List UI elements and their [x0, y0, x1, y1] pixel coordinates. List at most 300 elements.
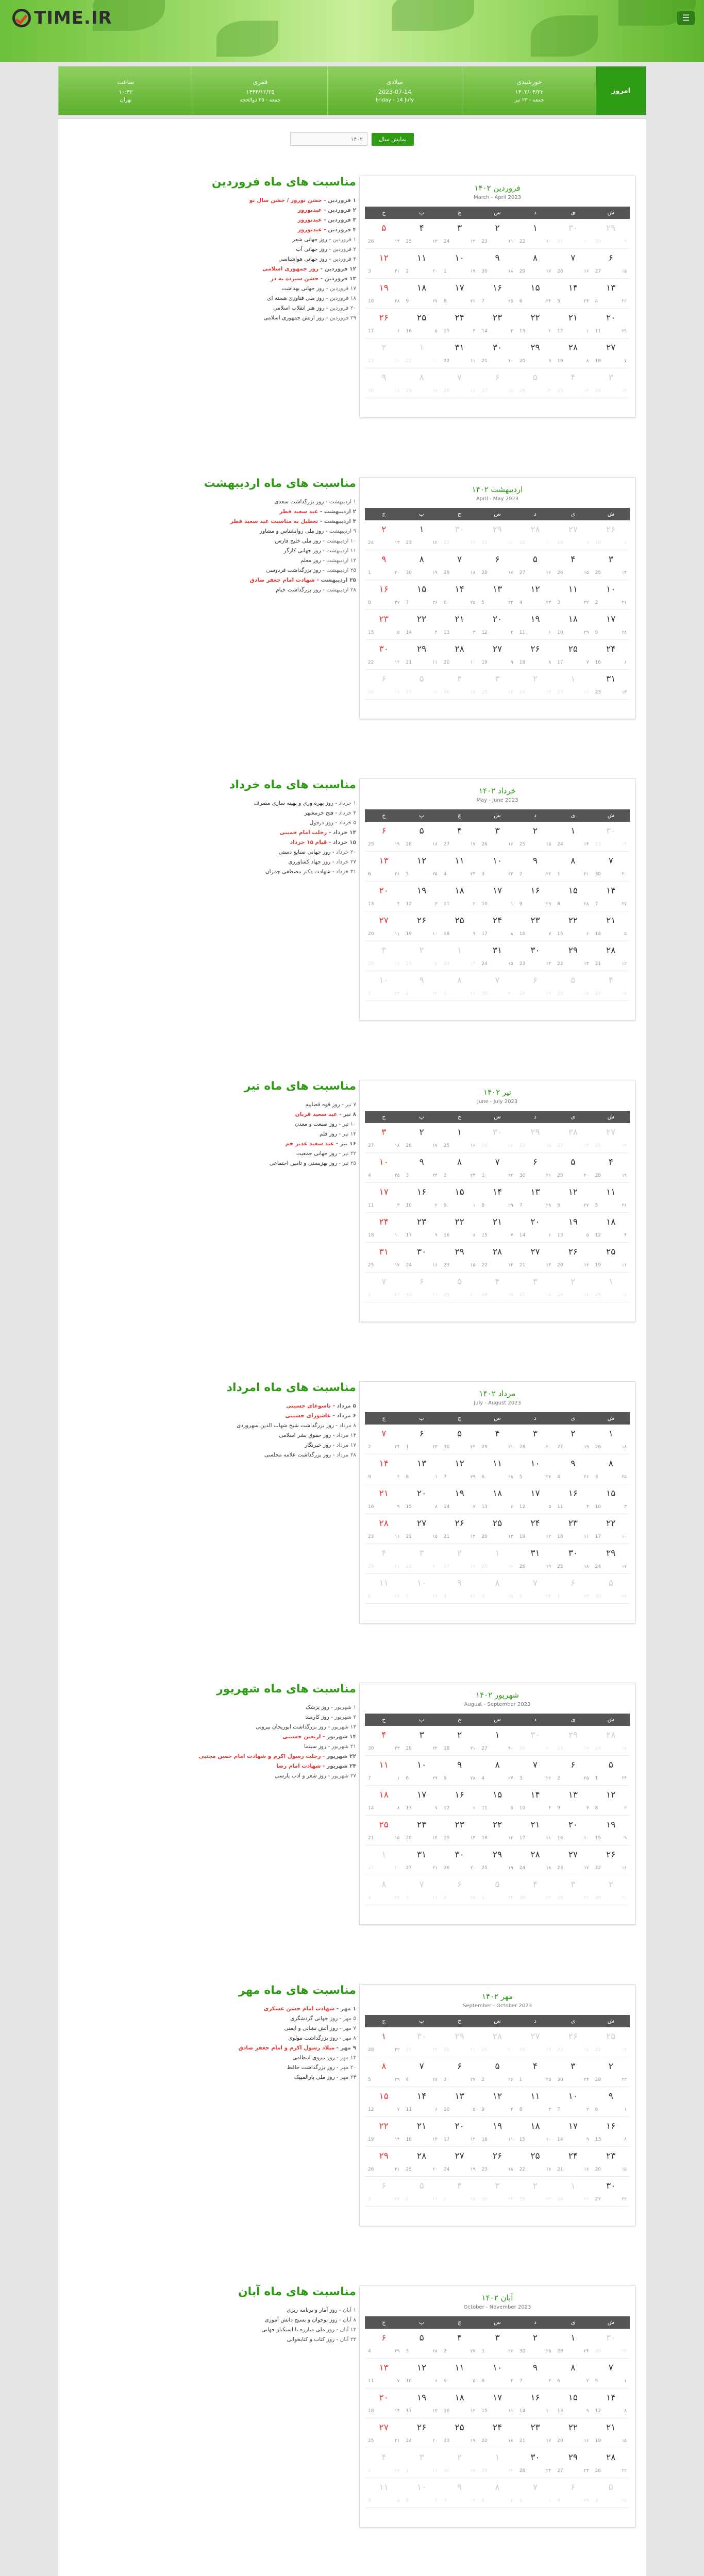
- calendar-day[interactable]: [365, 368, 403, 398]
- calendar-day[interactable]: [441, 2329, 478, 2358]
- calendar-day[interactable]: [365, 852, 403, 881]
- calendar-day[interactable]: [403, 368, 440, 398]
- calendar-day[interactable]: [592, 520, 630, 550]
- calendar-day[interactable]: [478, 1544, 516, 1573]
- calendar-day[interactable]: [365, 2478, 403, 2507]
- calendar-day[interactable]: [592, 1153, 630, 1182]
- calendar-day[interactable]: [592, 911, 630, 941]
- calendar-day[interactable]: [478, 640, 516, 669]
- calendar-day[interactable]: [441, 941, 478, 971]
- calendar-day[interactable]: [592, 550, 630, 580]
- calendar-day[interactable]: [403, 580, 440, 609]
- calendar-day[interactable]: [365, 2418, 403, 2448]
- calendar-day[interactable]: [365, 2027, 403, 2057]
- calendar-day[interactable]: [516, 1183, 554, 1212]
- calendar-day[interactable]: [478, 1756, 516, 1785]
- calendar-day[interactable]: [441, 249, 478, 278]
- calendar-day[interactable]: [554, 249, 592, 278]
- calendar-day[interactable]: [403, 249, 440, 278]
- calendar-day[interactable]: [441, 1574, 478, 1603]
- calendar-day[interactable]: [516, 2388, 554, 2418]
- calendar-day[interactable]: [478, 1243, 516, 1272]
- calendar-day[interactable]: [592, 941, 630, 971]
- calendar-day[interactable]: [554, 1153, 592, 1182]
- calendar-day[interactable]: [365, 640, 403, 669]
- calendar-day[interactable]: [592, 1243, 630, 1272]
- calendar-day[interactable]: [516, 2359, 554, 2388]
- calendar-day[interactable]: [592, 2359, 630, 2388]
- calendar-day[interactable]: [365, 279, 403, 308]
- calendar-day[interactable]: [554, 882, 592, 911]
- calendar-day[interactable]: [478, 520, 516, 550]
- calendar-day[interactable]: [554, 1875, 592, 1905]
- calendar-day[interactable]: [478, 1816, 516, 1845]
- calendar-day[interactable]: [403, 852, 440, 881]
- calendar-day[interactable]: [403, 610, 440, 639]
- calendar-day[interactable]: [592, 368, 630, 398]
- calendar-day[interactable]: [554, 1484, 592, 1514]
- calendar-month-title[interactable]: اردیبهشت ۱۴۰۲: [472, 485, 523, 494]
- calendar-day[interactable]: [478, 550, 516, 580]
- calendar-day[interactable]: [478, 1153, 516, 1182]
- calendar-day[interactable]: [478, 670, 516, 699]
- calendar-day[interactable]: [478, 2388, 516, 2418]
- calendar-day[interactable]: [554, 610, 592, 639]
- calendar-day[interactable]: [554, 2057, 592, 2087]
- calendar-day[interactable]: [592, 1574, 630, 1603]
- calendar-day[interactable]: [554, 1123, 592, 1153]
- calendar-day[interactable]: [554, 941, 592, 971]
- calendar-day[interactable]: [403, 911, 440, 941]
- calendar-day[interactable]: [592, 1273, 630, 1302]
- calendar-day[interactable]: [403, 640, 440, 669]
- calendar-day[interactable]: [554, 368, 592, 398]
- calendar-day[interactable]: [365, 1273, 403, 1302]
- calendar-day[interactable]: [403, 882, 440, 911]
- calendar-day[interactable]: [441, 2057, 478, 2087]
- calendar-day[interactable]: [516, 580, 554, 609]
- calendar-day[interactable]: [403, 2147, 440, 2176]
- calendar-day[interactable]: [516, 2448, 554, 2478]
- calendar-day[interactable]: [516, 882, 554, 911]
- calendar-day[interactable]: [516, 2057, 554, 2087]
- calendar-day[interactable]: [592, 1454, 630, 1484]
- calendar-day[interactable]: [554, 971, 592, 1001]
- calendar-day[interactable]: [516, 640, 554, 669]
- calendar-day[interactable]: [554, 1273, 592, 1302]
- calendar-day[interactable]: [403, 1786, 440, 1815]
- year-input[interactable]: [290, 132, 367, 146]
- calendar-day[interactable]: [441, 309, 478, 338]
- calendar-day[interactable]: [441, 1484, 478, 1514]
- calendar-day[interactable]: [403, 309, 440, 338]
- calendar-day[interactable]: [365, 882, 403, 911]
- calendar-day[interactable]: [592, 1756, 630, 1785]
- calendar-day[interactable]: [592, 219, 630, 248]
- calendar-day[interactable]: [592, 2027, 630, 2057]
- calendar-day[interactable]: [554, 2478, 592, 2507]
- calendar-day[interactable]: [516, 1123, 554, 1153]
- calendar-day[interactable]: [478, 219, 516, 248]
- calendar-day[interactable]: [441, 610, 478, 639]
- calendar-day[interactable]: [554, 2359, 592, 2388]
- calendar-day[interactable]: [592, 309, 630, 338]
- calendar-month-title[interactable]: فروردین ۱۴۰۲: [474, 183, 521, 193]
- calendar-day[interactable]: [478, 1273, 516, 1302]
- calendar-day[interactable]: [365, 1123, 403, 1153]
- calendar-day[interactable]: [365, 249, 403, 278]
- calendar-day[interactable]: [403, 1756, 440, 1785]
- calendar-day[interactable]: [554, 1726, 592, 1755]
- calendar-day[interactable]: [441, 1875, 478, 1905]
- calendar-day[interactable]: [441, 2087, 478, 2116]
- calendar-day[interactable]: [403, 2388, 440, 2418]
- calendar-day[interactable]: [478, 822, 516, 851]
- calendar-day[interactable]: [403, 2087, 440, 2116]
- calendar-day[interactable]: [554, 1786, 592, 1815]
- calendar-day[interactable]: [516, 852, 554, 881]
- calendar-day[interactable]: [554, 1425, 592, 1454]
- menu-button[interactable]: ☰: [677, 11, 695, 25]
- calendar-day[interactable]: [365, 670, 403, 699]
- calendar-day[interactable]: [403, 1273, 440, 1302]
- calendar-day[interactable]: [478, 882, 516, 911]
- calendar-day[interactable]: [478, 2027, 516, 2057]
- calendar-day[interactable]: [554, 520, 592, 550]
- calendar-day[interactable]: [365, 2177, 403, 2206]
- calendar-day[interactable]: [441, 338, 478, 368]
- calendar-day[interactable]: [516, 1273, 554, 1302]
- calendar-day[interactable]: [554, 279, 592, 308]
- calendar-day[interactable]: [365, 2147, 403, 2176]
- calendar-day[interactable]: [592, 2448, 630, 2478]
- calendar-day[interactable]: [365, 2359, 403, 2388]
- calendar-day[interactable]: [516, 2117, 554, 2146]
- calendar-day[interactable]: [478, 2087, 516, 2116]
- calendar-day[interactable]: [592, 2418, 630, 2448]
- calendar-day[interactable]: [403, 1544, 440, 1573]
- calendar-day[interactable]: [403, 219, 440, 248]
- calendar-day[interactable]: [441, 368, 478, 398]
- calendar-day[interactable]: [403, 1213, 440, 1242]
- calendar-day[interactable]: [516, 2478, 554, 2507]
- calendar-day[interactable]: [365, 1514, 403, 1544]
- calendar-day[interactable]: [516, 1514, 554, 1544]
- calendar-day[interactable]: [554, 2418, 592, 2448]
- calendar-day[interactable]: [516, 309, 554, 338]
- calendar-day[interactable]: [365, 1786, 403, 1815]
- calendar-day[interactable]: [516, 1544, 554, 1573]
- calendar-month-title[interactable]: مرداد ۱۴۰۲: [479, 1389, 516, 1398]
- calendar-day[interactable]: [441, 1183, 478, 1212]
- calendar-day[interactable]: [403, 2418, 440, 2448]
- calendar-day[interactable]: [365, 1183, 403, 1212]
- calendar-day[interactable]: [478, 2117, 516, 2146]
- calendar-day[interactable]: [441, 670, 478, 699]
- calendar-day[interactable]: [365, 1875, 403, 1905]
- calendar-day[interactable]: [516, 2329, 554, 2358]
- calendar-day[interactable]: [365, 309, 403, 338]
- calendar-day[interactable]: [516, 279, 554, 308]
- calendar-day[interactable]: [365, 1816, 403, 1845]
- calendar-day[interactable]: [592, 1484, 630, 1514]
- calendar-day[interactable]: [554, 852, 592, 881]
- calendar-day[interactable]: [441, 2388, 478, 2418]
- calendar-day[interactable]: [554, 1213, 592, 1242]
- calendar-day[interactable]: [403, 338, 440, 368]
- calendar-day[interactable]: [403, 1514, 440, 1544]
- calendar-day[interactable]: [478, 610, 516, 639]
- calendar-day[interactable]: [516, 520, 554, 550]
- calendar-day[interactable]: [592, 1544, 630, 1573]
- calendar-day[interactable]: [403, 1484, 440, 1514]
- calendar-day[interactable]: [365, 822, 403, 851]
- calendar-day[interactable]: [365, 338, 403, 368]
- calendar-day[interactable]: [441, 1243, 478, 1272]
- calendar-day[interactable]: [516, 249, 554, 278]
- calendar-day[interactable]: [403, 520, 440, 550]
- calendar-day[interactable]: [478, 368, 516, 398]
- calendar-day[interactable]: [365, 1756, 403, 1785]
- calendar-day[interactable]: [516, 2418, 554, 2448]
- calendar-day[interactable]: [592, 2147, 630, 2176]
- calendar-day[interactable]: [478, 1183, 516, 1212]
- calendar-day[interactable]: [592, 2329, 630, 2358]
- calendar-day[interactable]: [365, 1544, 403, 1573]
- calendar-day[interactable]: [592, 2087, 630, 2116]
- calendar-day[interactable]: [592, 1816, 630, 1845]
- calendar-day[interactable]: [554, 1183, 592, 1212]
- calendar-day[interactable]: [592, 1425, 630, 1454]
- calendar-day[interactable]: [403, 822, 440, 851]
- calendar-day[interactable]: [365, 2117, 403, 2146]
- calendar-day[interactable]: [478, 279, 516, 308]
- site-logo[interactable]: [12, 7, 112, 29]
- calendar-day[interactable]: [365, 1243, 403, 1272]
- calendar-day[interactable]: [592, 279, 630, 308]
- calendar-day[interactable]: [592, 971, 630, 1001]
- calendar-day[interactable]: [516, 1726, 554, 1755]
- calendar-day[interactable]: [441, 2359, 478, 2388]
- calendar-day[interactable]: [403, 1153, 440, 1182]
- calendar-day[interactable]: [365, 1153, 403, 1182]
- calendar-day[interactable]: [441, 279, 478, 308]
- calendar-day[interactable]: [441, 1213, 478, 1242]
- calendar-day[interactable]: [516, 1425, 554, 1454]
- calendar-day[interactable]: [403, 2027, 440, 2057]
- calendar-month-title[interactable]: آبان ۱۴۰۲: [481, 2293, 513, 2302]
- calendar-day[interactable]: [478, 1875, 516, 1905]
- calendar-day[interactable]: [403, 1574, 440, 1603]
- calendar-day[interactable]: [403, 2117, 440, 2146]
- calendar-day[interactable]: [403, 2057, 440, 2087]
- calendar-day[interactable]: [516, 670, 554, 699]
- calendar-day[interactable]: [592, 1183, 630, 1212]
- calendar-day[interactable]: [554, 1816, 592, 1845]
- calendar-day[interactable]: [592, 580, 630, 609]
- calendar-day[interactable]: [365, 550, 403, 580]
- calendar-day[interactable]: [403, 1845, 440, 1875]
- calendar-day[interactable]: [365, 2087, 403, 2116]
- calendar-day[interactable]: [403, 550, 440, 580]
- calendar-day[interactable]: [478, 1213, 516, 1242]
- calendar-day[interactable]: [516, 1454, 554, 1484]
- calendar-day[interactable]: [592, 1726, 630, 1755]
- calendar-day[interactable]: [478, 852, 516, 881]
- calendar-day[interactable]: [403, 1123, 440, 1153]
- calendar-day[interactable]: [516, 1816, 554, 1845]
- calendar-day[interactable]: [554, 640, 592, 669]
- calendar-day[interactable]: [441, 2027, 478, 2057]
- calendar-day[interactable]: [592, 2478, 630, 2507]
- calendar-day[interactable]: [478, 2177, 516, 2206]
- calendar-day[interactable]: [478, 1574, 516, 1603]
- calendar-day[interactable]: [592, 670, 630, 699]
- calendar-day[interactable]: [516, 1845, 554, 1875]
- calendar-day[interactable]: [592, 1123, 630, 1153]
- calendar-day[interactable]: [516, 610, 554, 639]
- calendar-day[interactable]: [592, 2117, 630, 2146]
- calendar-day[interactable]: [403, 1425, 440, 1454]
- calendar-day[interactable]: [441, 2147, 478, 2176]
- calendar-day[interactable]: [516, 368, 554, 398]
- calendar-day[interactable]: [441, 1726, 478, 1755]
- calendar-day[interactable]: [554, 2147, 592, 2176]
- calendar-day[interactable]: [592, 1845, 630, 1875]
- calendar-day[interactable]: [478, 2478, 516, 2507]
- calendar-day[interactable]: [516, 822, 554, 851]
- calendar-day[interactable]: [478, 941, 516, 971]
- calendar-day[interactable]: [554, 1756, 592, 1785]
- calendar-day[interactable]: [478, 1123, 516, 1153]
- calendar-day[interactable]: [554, 2087, 592, 2116]
- calendar-day[interactable]: [554, 2117, 592, 2146]
- calendar-day[interactable]: [516, 219, 554, 248]
- calendar-day[interactable]: [516, 941, 554, 971]
- calendar-day[interactable]: [478, 249, 516, 278]
- calendar-day[interactable]: [403, 971, 440, 1001]
- calendar-month-title[interactable]: تیر ۱۴۰۲: [483, 1088, 511, 1097]
- calendar-day[interactable]: [554, 2027, 592, 2057]
- calendar-day[interactable]: [478, 338, 516, 368]
- calendar-day[interactable]: [403, 279, 440, 308]
- calendar-day[interactable]: [592, 1514, 630, 1544]
- calendar-day[interactable]: [365, 1213, 403, 1242]
- calendar-day[interactable]: [403, 1875, 440, 1905]
- calendar-day[interactable]: [516, 1756, 554, 1785]
- calendar-day[interactable]: [592, 2057, 630, 2087]
- calendar-day[interactable]: [365, 1845, 403, 1875]
- calendar-day[interactable]: [365, 2057, 403, 2087]
- calendar-day[interactable]: [441, 971, 478, 1001]
- calendar-day[interactable]: [365, 1484, 403, 1514]
- calendar-day[interactable]: [554, 2448, 592, 2478]
- calendar-day[interactable]: [478, 1726, 516, 1755]
- calendar-day[interactable]: [441, 2117, 478, 2146]
- calendar-day[interactable]: [478, 1425, 516, 1454]
- calendar-day[interactable]: [554, 911, 592, 941]
- calendar-month-title[interactable]: خرداد ۱۴۰۲: [478, 786, 516, 795]
- calendar-day[interactable]: [592, 1213, 630, 1242]
- calendar-day[interactable]: [441, 1514, 478, 1544]
- calendar-day[interactable]: [441, 1845, 478, 1875]
- calendar-day[interactable]: [554, 1514, 592, 1544]
- calendar-day[interactable]: [441, 1816, 478, 1845]
- calendar-day[interactable]: [478, 2448, 516, 2478]
- calendar-day[interactable]: [441, 1123, 478, 1153]
- calendar-day[interactable]: [554, 550, 592, 580]
- calendar-day[interactable]: [516, 338, 554, 368]
- calendar-day[interactable]: [441, 640, 478, 669]
- calendar-day[interactable]: [365, 1574, 403, 1603]
- calendar-day[interactable]: [441, 1544, 478, 1573]
- calendar-day[interactable]: [441, 550, 478, 580]
- calendar-day[interactable]: [365, 911, 403, 941]
- calendar-month-title[interactable]: مهر ۱۴۰۲: [481, 1992, 513, 2001]
- calendar-day[interactable]: [365, 971, 403, 1001]
- calendar-day[interactable]: [592, 822, 630, 851]
- calendar-day[interactable]: [365, 2388, 403, 2418]
- calendar-day[interactable]: [403, 1183, 440, 1212]
- calendar-day[interactable]: [516, 2087, 554, 2116]
- calendar-day[interactable]: [592, 2177, 630, 2206]
- calendar-day[interactable]: [478, 1786, 516, 1815]
- calendar-day[interactable]: [441, 911, 478, 941]
- calendar-day[interactable]: [365, 941, 403, 971]
- calendar-day[interactable]: [403, 2478, 440, 2507]
- calendar-day[interactable]: [554, 1243, 592, 1272]
- calendar-day[interactable]: [403, 2448, 440, 2478]
- calendar-day[interactable]: [441, 852, 478, 881]
- calendar-day[interactable]: [441, 2448, 478, 2478]
- calendar-day[interactable]: [478, 2359, 516, 2388]
- calendar-day[interactable]: [554, 1845, 592, 1875]
- calendar-month-title[interactable]: شهریور ۱۴۰۲: [476, 1690, 519, 1700]
- calendar-day[interactable]: [516, 550, 554, 580]
- calendar-day[interactable]: [554, 1574, 592, 1603]
- calendar-day[interactable]: [403, 670, 440, 699]
- calendar-day[interactable]: [554, 822, 592, 851]
- calendar-day[interactable]: [554, 1454, 592, 1484]
- calendar-day[interactable]: [478, 2057, 516, 2087]
- calendar-day[interactable]: [592, 338, 630, 368]
- calendar-day[interactable]: [592, 610, 630, 639]
- calendar-day[interactable]: [516, 971, 554, 1001]
- calendar-day[interactable]: [478, 580, 516, 609]
- calendar-day[interactable]: [516, 2177, 554, 2206]
- calendar-day[interactable]: [554, 670, 592, 699]
- calendar-day[interactable]: [516, 1153, 554, 1182]
- calendar-day[interactable]: [592, 1875, 630, 1905]
- calendar-day[interactable]: [403, 1243, 440, 1272]
- calendar-day[interactable]: [592, 249, 630, 278]
- calendar-day[interactable]: [478, 2147, 516, 2176]
- calendar-day[interactable]: [441, 1454, 478, 1484]
- calendar-day[interactable]: [592, 882, 630, 911]
- calendar-day[interactable]: [554, 338, 592, 368]
- calendar-day[interactable]: [516, 1484, 554, 1514]
- calendar-day[interactable]: [403, 2359, 440, 2388]
- calendar-day[interactable]: [403, 1726, 440, 1755]
- calendar-day[interactable]: [478, 309, 516, 338]
- calendar-day[interactable]: [365, 1726, 403, 1755]
- calendar-day[interactable]: [478, 971, 516, 1001]
- calendar-day[interactable]: [554, 2329, 592, 2358]
- calendar-day[interactable]: [592, 1786, 630, 1815]
- calendar-day[interactable]: [554, 2388, 592, 2418]
- calendar-day[interactable]: [478, 1845, 516, 1875]
- calendar-day[interactable]: [403, 1454, 440, 1484]
